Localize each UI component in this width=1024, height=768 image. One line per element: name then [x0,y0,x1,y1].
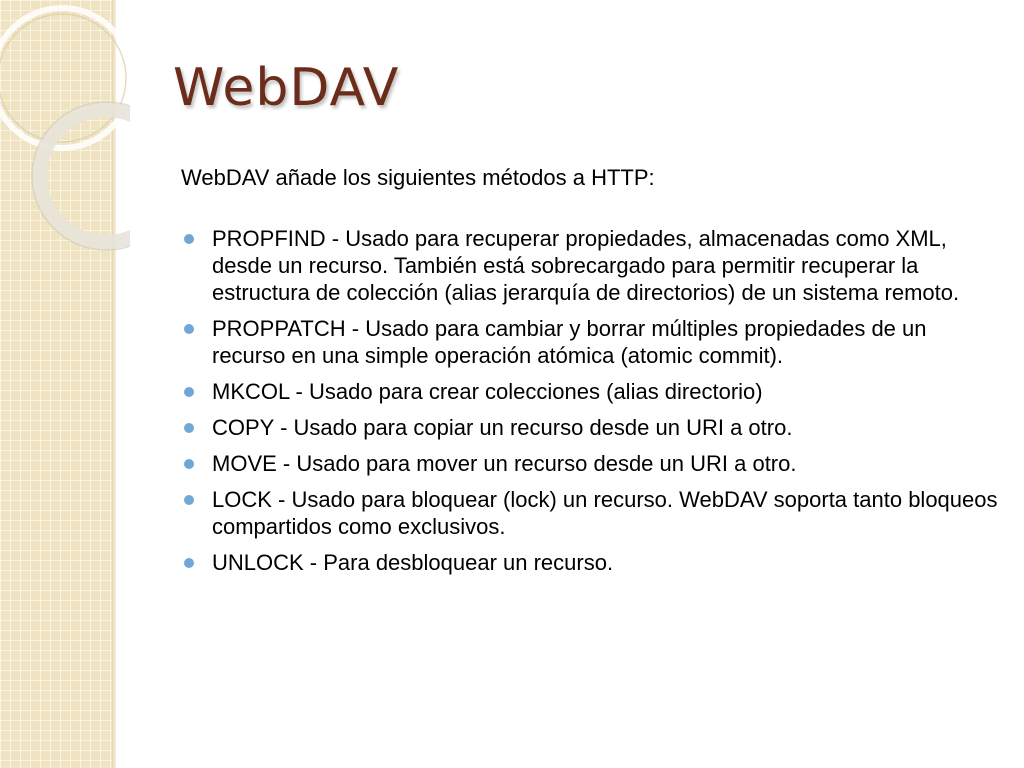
list-item [181,549,1001,576]
bullet-dot-icon [184,423,194,433]
list-item [181,315,1001,369]
list-item-text: LOCK - Usado para bloquear (lock) un recurso. WebDAV soporta tanto bloqueos compartidos como exclusivos. [212,487,998,539]
slide-title: WebDAV [173,58,400,118]
bullet-dot-icon [184,234,194,244]
slide-body [181,164,1001,585]
bullet-dot-icon [184,387,194,397]
list-item-text: UNLOCK - Para desbloquear un recurso. [212,550,614,575]
list-item-text: PROPFIND - Usado para recuperar propiedades, almacenadas como XML, desde un recurso. También está sobrecargado para permitir recuperar la estructura de colección (alias jerarquía de directorios) de un sistema remoto. [212,226,960,305]
intro-text: WebDAV añade los siguientes métodos a HTTP: [181,165,655,190]
list-item [181,414,1001,441]
list-item-text: PROPPATCH - Usado para cambiar y borrar múltiples propiedades de un recurso en una simple operación atómica (atomic commit). [212,316,927,368]
bullet-dot-icon [184,459,194,469]
list-item-text: COPY - Usado para copiar un recurso desde un URI a otro. [212,415,793,440]
list-item-text: MKCOL - Usado para crear colecciones (alias directorio) [212,379,763,404]
ring-decoration-icon [0,0,130,260]
list-item-text: MOVE - Usado para mover un recurso desde un URI a otro. [212,451,797,476]
bullet-dot-icon [184,558,194,568]
list-item [181,450,1001,477]
list-item [181,378,1001,405]
list-item [181,225,1001,306]
list-item [181,486,1001,540]
bullet-dot-icon [184,324,194,334]
method-list [181,225,1001,576]
bullet-dot-icon [184,495,194,505]
